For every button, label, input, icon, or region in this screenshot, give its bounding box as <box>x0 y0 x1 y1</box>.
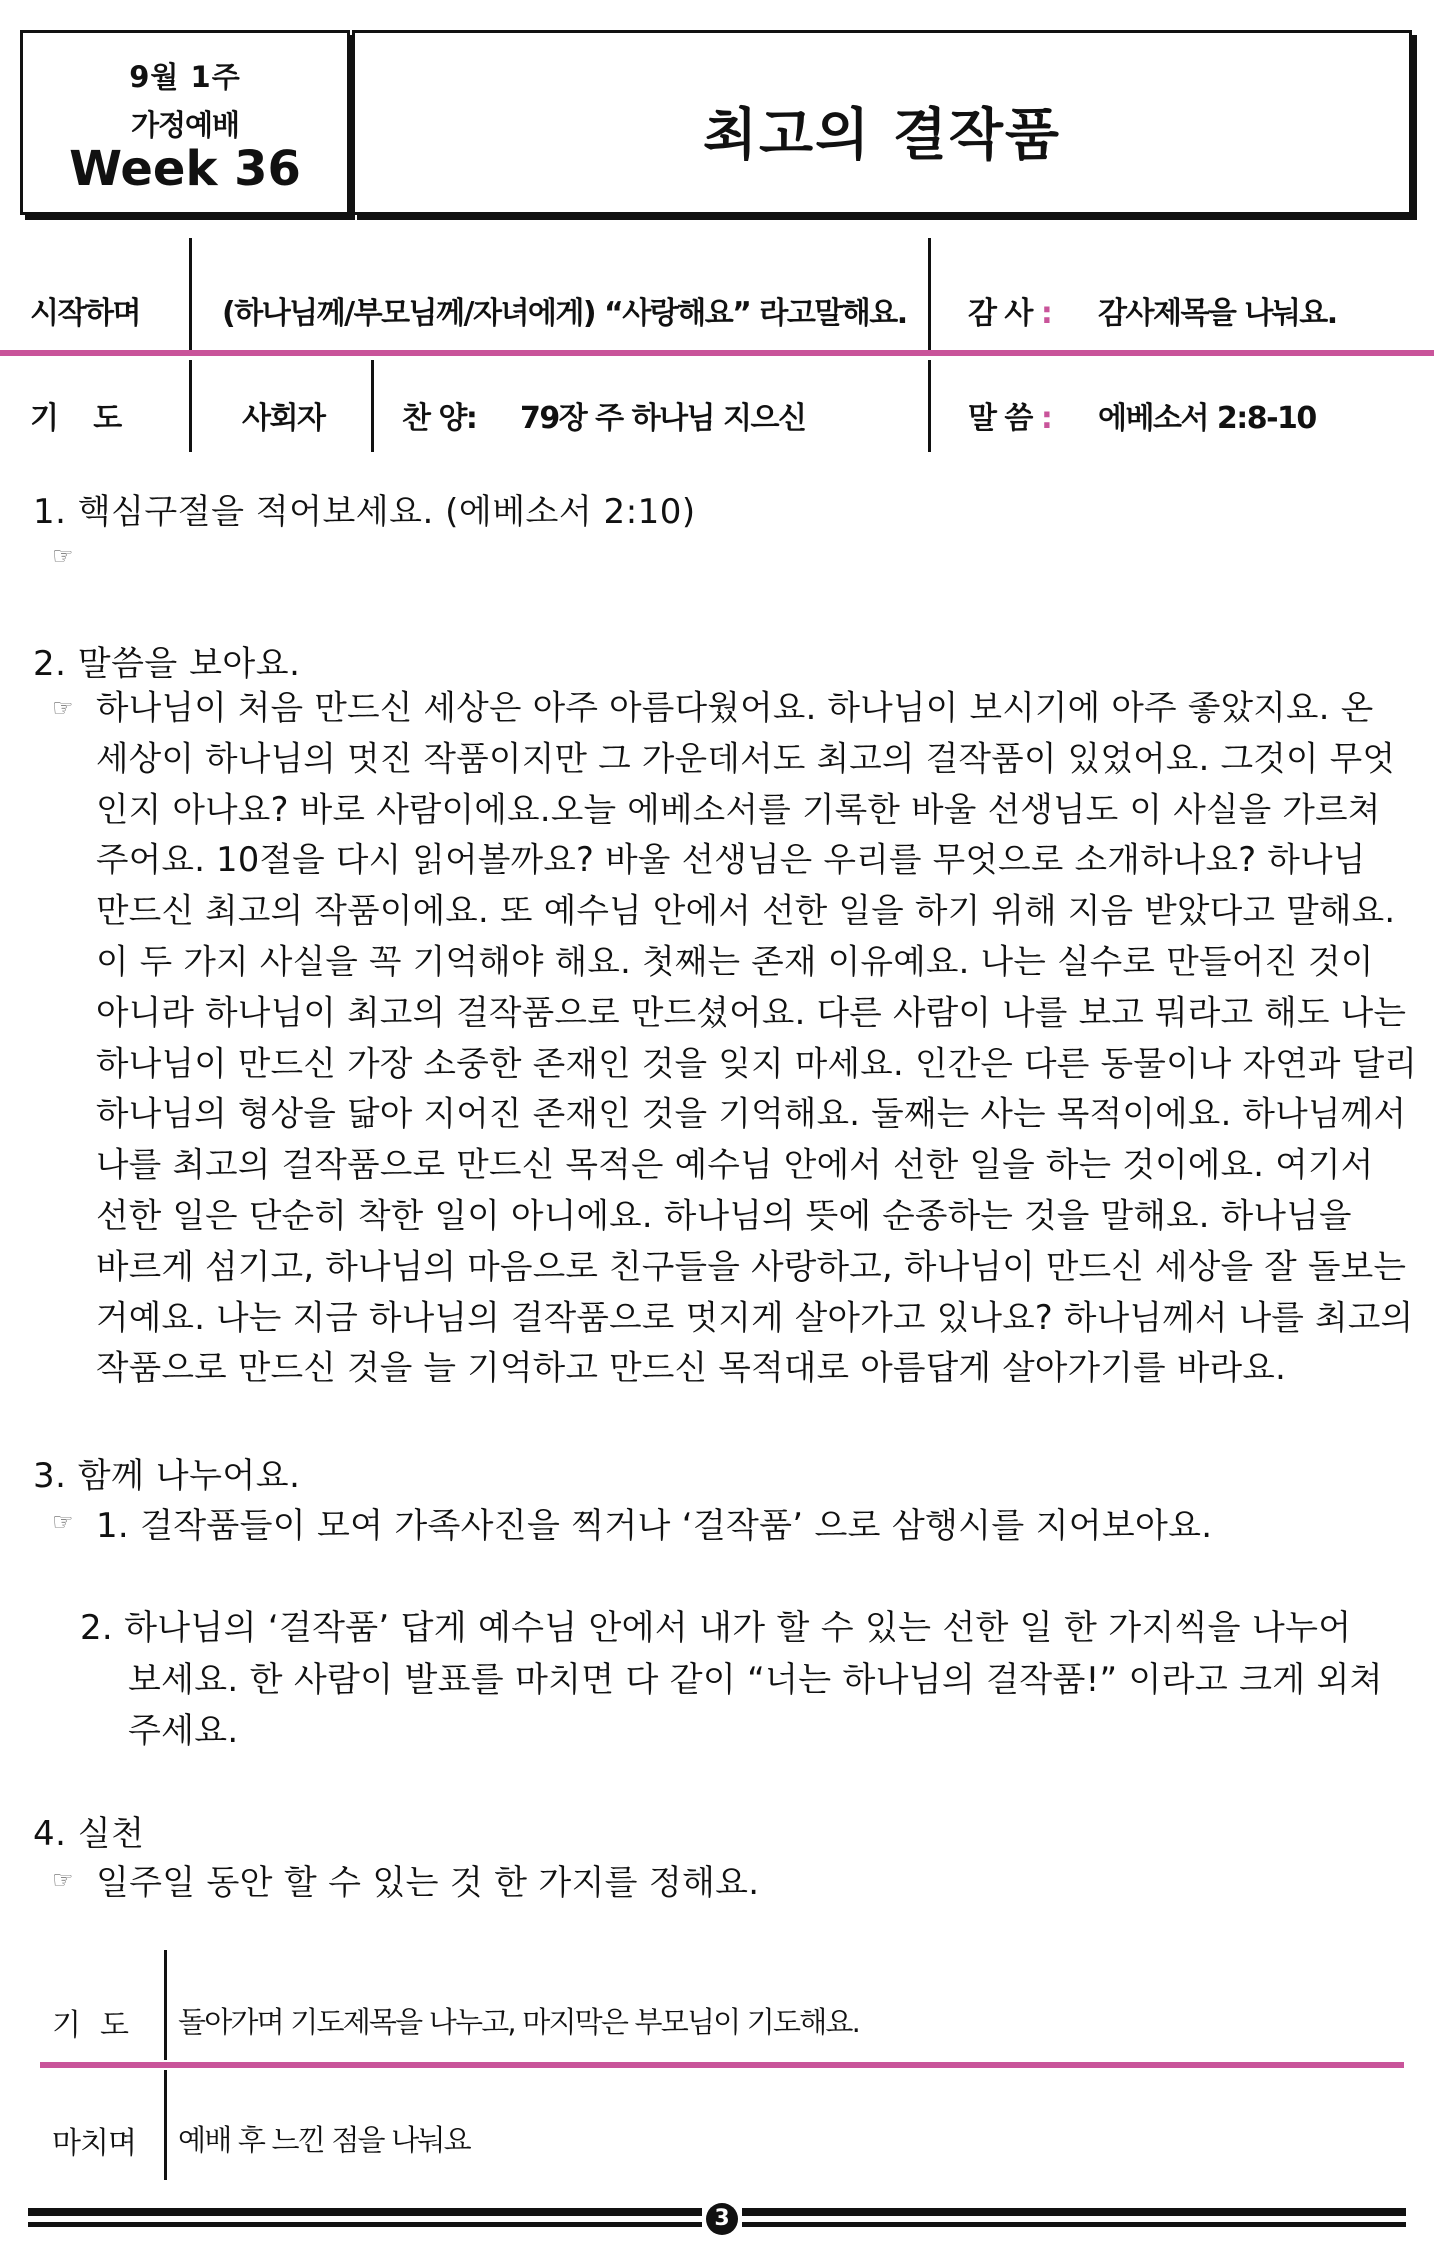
closing-prayer-text: 돌아가며 기도제목을 나누고, 마지막은 부모님이 기도해요. <box>178 2005 860 2039</box>
footer-rule <box>28 2222 702 2227</box>
paragraph-line: 하나님이 만드신 가장 소중한 존재인 것을 잊지 마세요. 인간은 다른 동물이나 자연과 달리 <box>96 1043 1418 1083</box>
start-label: 시작하며 <box>30 296 140 331</box>
paragraph-line: 하나님의 형상을 닮아 지어진 존재인 것을 기억해요. 둘째는 사는 목적이에요. 하나님께서 <box>96 1094 1407 1134</box>
paragraph-line: 만드신 최고의 작품이에요. 또 예수님 안에서 선한 일을 하기 위해 지음 받았다고 말해요. <box>96 891 1396 931</box>
week-subtitle: 가정예배 <box>130 108 240 142</box>
section-1-title: 1. 핵심구절을 적어보세요. (에베소서 2:10) <box>33 492 696 532</box>
word-label: 말 씀 : <box>968 401 1052 436</box>
colon: : <box>1040 296 1052 331</box>
scripture-paragraph <box>96 683 1418 1394</box>
paragraph-line: 거예요. 나는 지금 하나님의 걸작품으로 멋지게 살아가고 있나요? 하나님께서 나를 최고의 <box>96 1297 1414 1337</box>
paragraph-line: 바르게 섬기고, 하나님의 마음으로 친구들을 사랑하고, 하나님이 만드신 세상을 잘 돌보는 <box>96 1246 1407 1286</box>
paragraph-line: 선한 일은 단순히 착한 일이 아니에요. 하나님의 뜻에 순종하는 것을 말해요. 하나님을 <box>96 1195 1352 1235</box>
prayer-label: 기 도 <box>30 401 121 436</box>
colon: : <box>1040 401 1052 436</box>
pink-divider <box>0 350 1434 356</box>
hymn-label: 찬 양: <box>402 401 477 436</box>
divider <box>189 360 192 452</box>
divider <box>164 1950 167 2060</box>
week-date: 9월 1주 <box>129 60 241 94</box>
closing-prayer-label: 기 도 <box>52 2008 130 2043</box>
leader-label: 사회자 <box>242 401 325 436</box>
divider <box>928 238 931 350</box>
pointing-hand-icon: ☞ <box>52 694 74 722</box>
share-item-2-line: 주세요. <box>128 1711 239 1751</box>
pink-divider <box>40 2062 1404 2068</box>
paragraph-line: 이 두 가지 사실을 꼭 기억해야 해요. 첫째는 존재 이유예요. 나는 실수로 만들어진 것이 <box>96 941 1374 981</box>
footer-rule <box>28 2208 702 2216</box>
share-item-2-line: 보세요. 한 사람이 발표를 마치면 다 같이 “너는 하나님의 걸작품!” 이라고 크게 외쳐 <box>128 1660 1383 1700</box>
pointing-hand-icon: ☞ <box>52 1508 74 1536</box>
section-3-title: 3. 함께 나누어요. <box>33 1456 301 1496</box>
share-item-1: 1. 걸작품들이 모여 가족사진을 찍거나 ‘걸작품’ 으로 삼행시를 지어보아요. <box>96 1506 1213 1546</box>
word-text: 에베소서 2:8-10 <box>1098 401 1316 436</box>
thanks-label: 감 사 : <box>968 296 1052 331</box>
footer-rule <box>742 2208 1406 2216</box>
week-box <box>20 30 350 215</box>
footer-rule <box>742 2222 1406 2227</box>
paragraph-line: 작품으로 만드신 것을 늘 기억하고 만드신 목적대로 아름답게 살아가기를 바라요. <box>96 1348 1287 1388</box>
section-4-title: 4. 실천 <box>33 1814 145 1854</box>
share-item-2-line: 2. 하나님의 ‘걸작품’ 답게 예수님 안에서 내가 할 수 있는 선한 일 한 가지씩을 나누어 <box>80 1608 1352 1648</box>
title-box <box>352 30 1412 215</box>
paragraph-line: 세상이 하나님의 멋진 작품이지만 그 가운데서도 최고의 걸작품이 있었어요. 그것이 무엇 <box>96 738 1396 778</box>
paragraph-line: 하나님이 처음 만드신 세상은 아주 아름다웠어요. 하나님이 보시기에 아주 좋았지요. 온 <box>96 688 1374 727</box>
divider <box>189 238 192 350</box>
thanks-text: 감사제목을 나눠요. <box>1098 296 1337 331</box>
divider <box>164 2070 167 2180</box>
section-2-title: 2. 말씀을 보아요. <box>33 644 301 684</box>
hymn-text: 79장 주 하나님 지으신 <box>520 401 806 436</box>
closing-end-text: 예배 후 느낀 점을 나눠요 <box>178 2123 470 2157</box>
closing-end-label: 마치며 <box>52 2126 136 2161</box>
practice-text: 일주일 동안 할 수 있는 것 한 가지를 정해요. <box>96 1863 760 1903</box>
week-number: Week 36 <box>69 141 301 197</box>
paragraph-line: 아니라 하나님이 최고의 걸작품으로 만드셨어요. 다른 사람이 나를 보고 뭐라고 해도 나는 <box>96 992 1407 1032</box>
paragraph-line: 주어요. 10절을 다시 읽어볼까요? 바울 선생님은 우리를 무엇으로 소개하나요? 하나님 <box>96 840 1366 880</box>
pointing-hand-icon: ☞ <box>52 542 74 570</box>
page-number: 3 <box>706 2203 738 2235</box>
divider <box>928 360 931 452</box>
page-title: 최고의 결작품 <box>702 103 1062 168</box>
pointing-hand-icon: ☞ <box>52 1866 74 1894</box>
paragraph-line: 나를 최고의 걸작품으로 만드신 목적은 예수님 안에서 선한 일을 하는 것이에요. 여기서 <box>96 1145 1374 1185</box>
divider <box>371 360 374 452</box>
paragraph-line: 인지 아나요? 바로 사람이에요.오늘 에베소서를 기록한 바울 선생님도 이 사실을 가르쳐 <box>96 789 1381 829</box>
start-text: (하나님께/부모님께/자녀에게) “사랑해요” 라고말해요. <box>222 296 907 331</box>
